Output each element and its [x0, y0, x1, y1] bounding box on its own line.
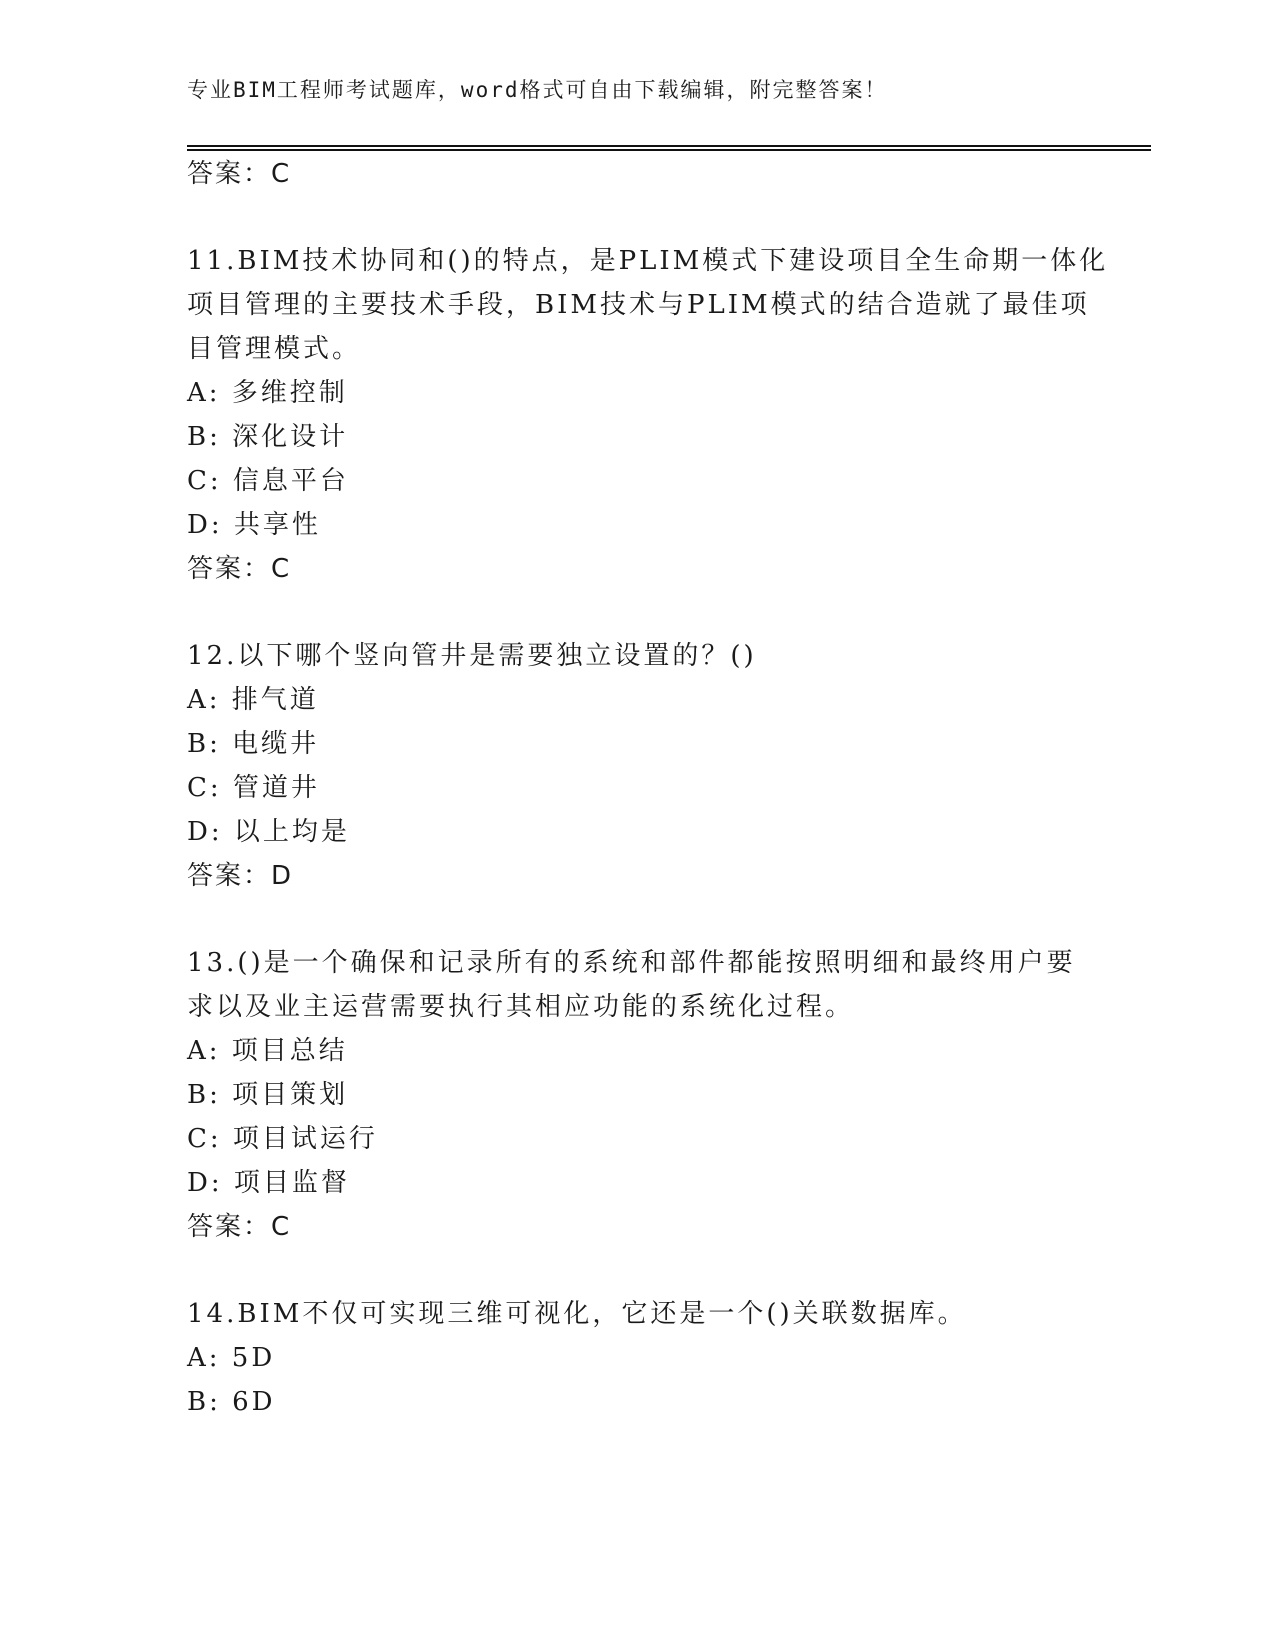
question-13-stem-line-2: 求以及业主运营需要执行其相应功能的系统化过程。 [187, 992, 855, 1022]
question-12-option-d: D: 以上均是 [187, 817, 350, 847]
page-header: 专业BIM工程师考试题库，word格式可自由下载编辑，附完整答案！ [187, 78, 888, 102]
question-11-stem-line-2: 项目管理的主要技术手段，BIM技术与PLIM模式的结合造就了最佳项 [187, 290, 1090, 320]
question-11-option-b: B: 深化设计 [187, 422, 349, 452]
question-12-option-a: A: 排气道 [187, 685, 319, 715]
question-12-option-b: B: 电缆井 [187, 729, 320, 759]
question-11-option-c: C: 信息平台 [187, 466, 349, 496]
previous-answer: 答案：C [187, 159, 292, 189]
question-13-option-c: C: 项目试运行 [187, 1124, 378, 1154]
question-12-stem-line-1: 12.以下哪个竖向管井是需要独立设置的？() [187, 641, 757, 671]
question-13-stem-line-1: 13.()是一个确保和记录所有的系统和部件都能按照明细和最终用户要 [187, 948, 1076, 978]
question-14-option-b: B: 6D [187, 1387, 276, 1417]
question-13-option-b: B: 项目策划 [187, 1080, 349, 1110]
question-11-stem-line-1: 11.BIM技术协同和()的特点，是PLIM模式下建设项目全生命期一体化 [187, 246, 1109, 276]
question-13-option-d: D: 项目监督 [187, 1168, 350, 1198]
question-14-option-a: A: 5D [187, 1343, 276, 1373]
question-13-option-a: A: 项目总结 [187, 1036, 348, 1066]
question-12-option-c: C: 管道井 [187, 773, 320, 803]
question-11-option-a: A: 多维控制 [187, 378, 348, 408]
question-12-answer: 答案：D [187, 861, 294, 891]
question-11-stem-line-3: 目管理模式。 [187, 334, 362, 364]
question-11-answer: 答案：C [187, 554, 292, 584]
question-14-stem-line-1: 14.BIM不仅可实现三维可视化，它还是一个()关联数据库。 [187, 1299, 967, 1329]
question-11-option-d: D: 共享性 [187, 510, 321, 540]
question-13-answer: 答案：C [187, 1212, 292, 1242]
header-double-rule [187, 145, 1151, 151]
